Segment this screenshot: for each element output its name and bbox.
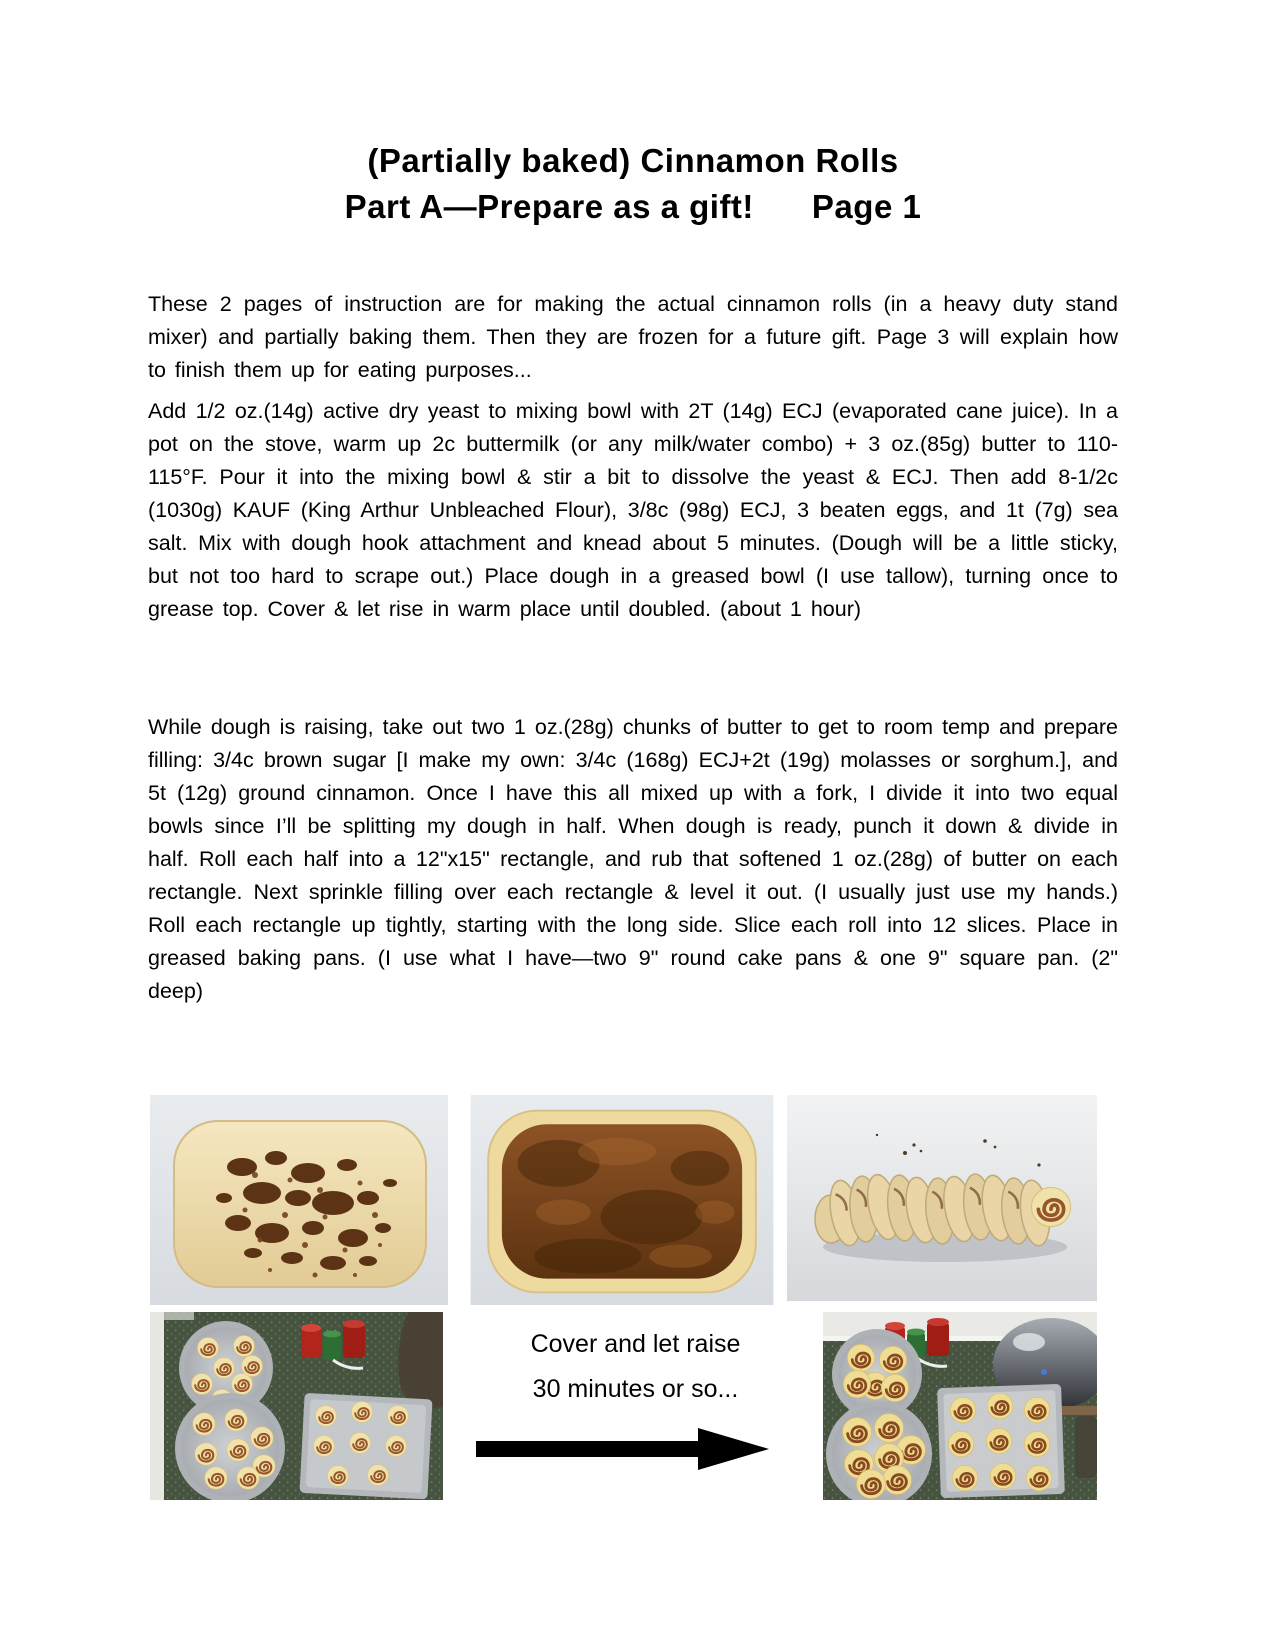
photo-pans-before-rising-image — [150, 1312, 443, 1500]
photo-sliced-roll-log-image — [787, 1095, 1097, 1301]
photo-pans-after-rising-image — [823, 1312, 1097, 1500]
title-line-2 — [148, 184, 1118, 230]
paragraph-dough: Add 1/2 oz.(14g) active dry yeast to mixing bowl with 2T (14g) ECJ (evaporated cane juice). In a pot on the stove, warm up 2c buttermilk (or any milk/water combo) + 3 oz.(85g) butter to 110-115°F. Pour it into the mixing bowl & stir a bit to dissolve the yeast & ECJ. Then add 8-1/2c (1030g) KAUF (King Arthur Unbleached Flour), 3/8c (98g) ECJ, 3 beaten eggs, and 1t (7g) sea salt. Mix with dough hook attachment and knead about 5 minutes. (Dough will be a little sticky, but not too hard to scrape out.) Place dough in a greased bowl (I use tallow), turning once to grease top. Cover & let rise in warm place until doubled. (about 1 hour) — [148, 398, 1118, 621]
photo-pans-after-rising — [823, 1312, 1097, 1500]
right-arrow-icon — [476, 1426, 771, 1472]
title-part-label: Part A—Prepare as a gift! — [344, 188, 754, 225]
photo-sliced-roll-log — [787, 1095, 1097, 1301]
title-page-number: Page 1 — [811, 188, 922, 225]
photo-dough-with-filling-clumps-image — [150, 1095, 448, 1305]
rise-instruction-line-1: Cover and let raise — [530, 1330, 741, 1358]
page-title — [148, 138, 1118, 230]
title-line-1: (Partially baked) Cinnamon Rolls — [367, 142, 899, 179]
photo-dough-cinnamon-covered-image — [467, 1095, 777, 1305]
photo-dough-with-filling-clumps — [150, 1095, 448, 1305]
rise-instruction-box — [448, 1312, 823, 1500]
rise-instruction-line-2: 30 minutes or so... — [532, 1375, 739, 1403]
photo-pans-before-rising — [150, 1312, 443, 1500]
photo-dough-cinnamon-covered — [467, 1095, 777, 1305]
paragraph-filling: While dough is raising, take out two 1 oz.(28g) chunks of butter to get to room temp and prepare filling: 3/4c brown sugar [I make my own: 3/4c (168g) ECJ+2t (19g) molasses or sorghum.], and 5t (12g) ground cinnamon. Once I have this all mixed up with a fork, I divide it into two equal bowls since I’ll be splitting my dough in half. When dough is ready, punch it down & divide in half. Roll each half into a 12"x15" rectangle, and rub that softened 1 oz.(28g) of butter on each rectangle. Next sprinkle filling over each rectangle & level it out. (I usually just use my hands.) Roll each rectangle up tightly, starting with the long side. Slice each roll into 12 slices. Place in greased baking pans. (I use what I have—two 9" round cake pans & one 9" square pan. (2" deep) — [148, 714, 1118, 1003]
paragraph-intro: These 2 pages of instruction are for making the actual cinnamon rolls (in a heavy duty stand mixer) and partially baking them. Then they are frozen for a future gift. Page 3 will explain how to finish them up for eating purposes... — [148, 291, 1118, 382]
